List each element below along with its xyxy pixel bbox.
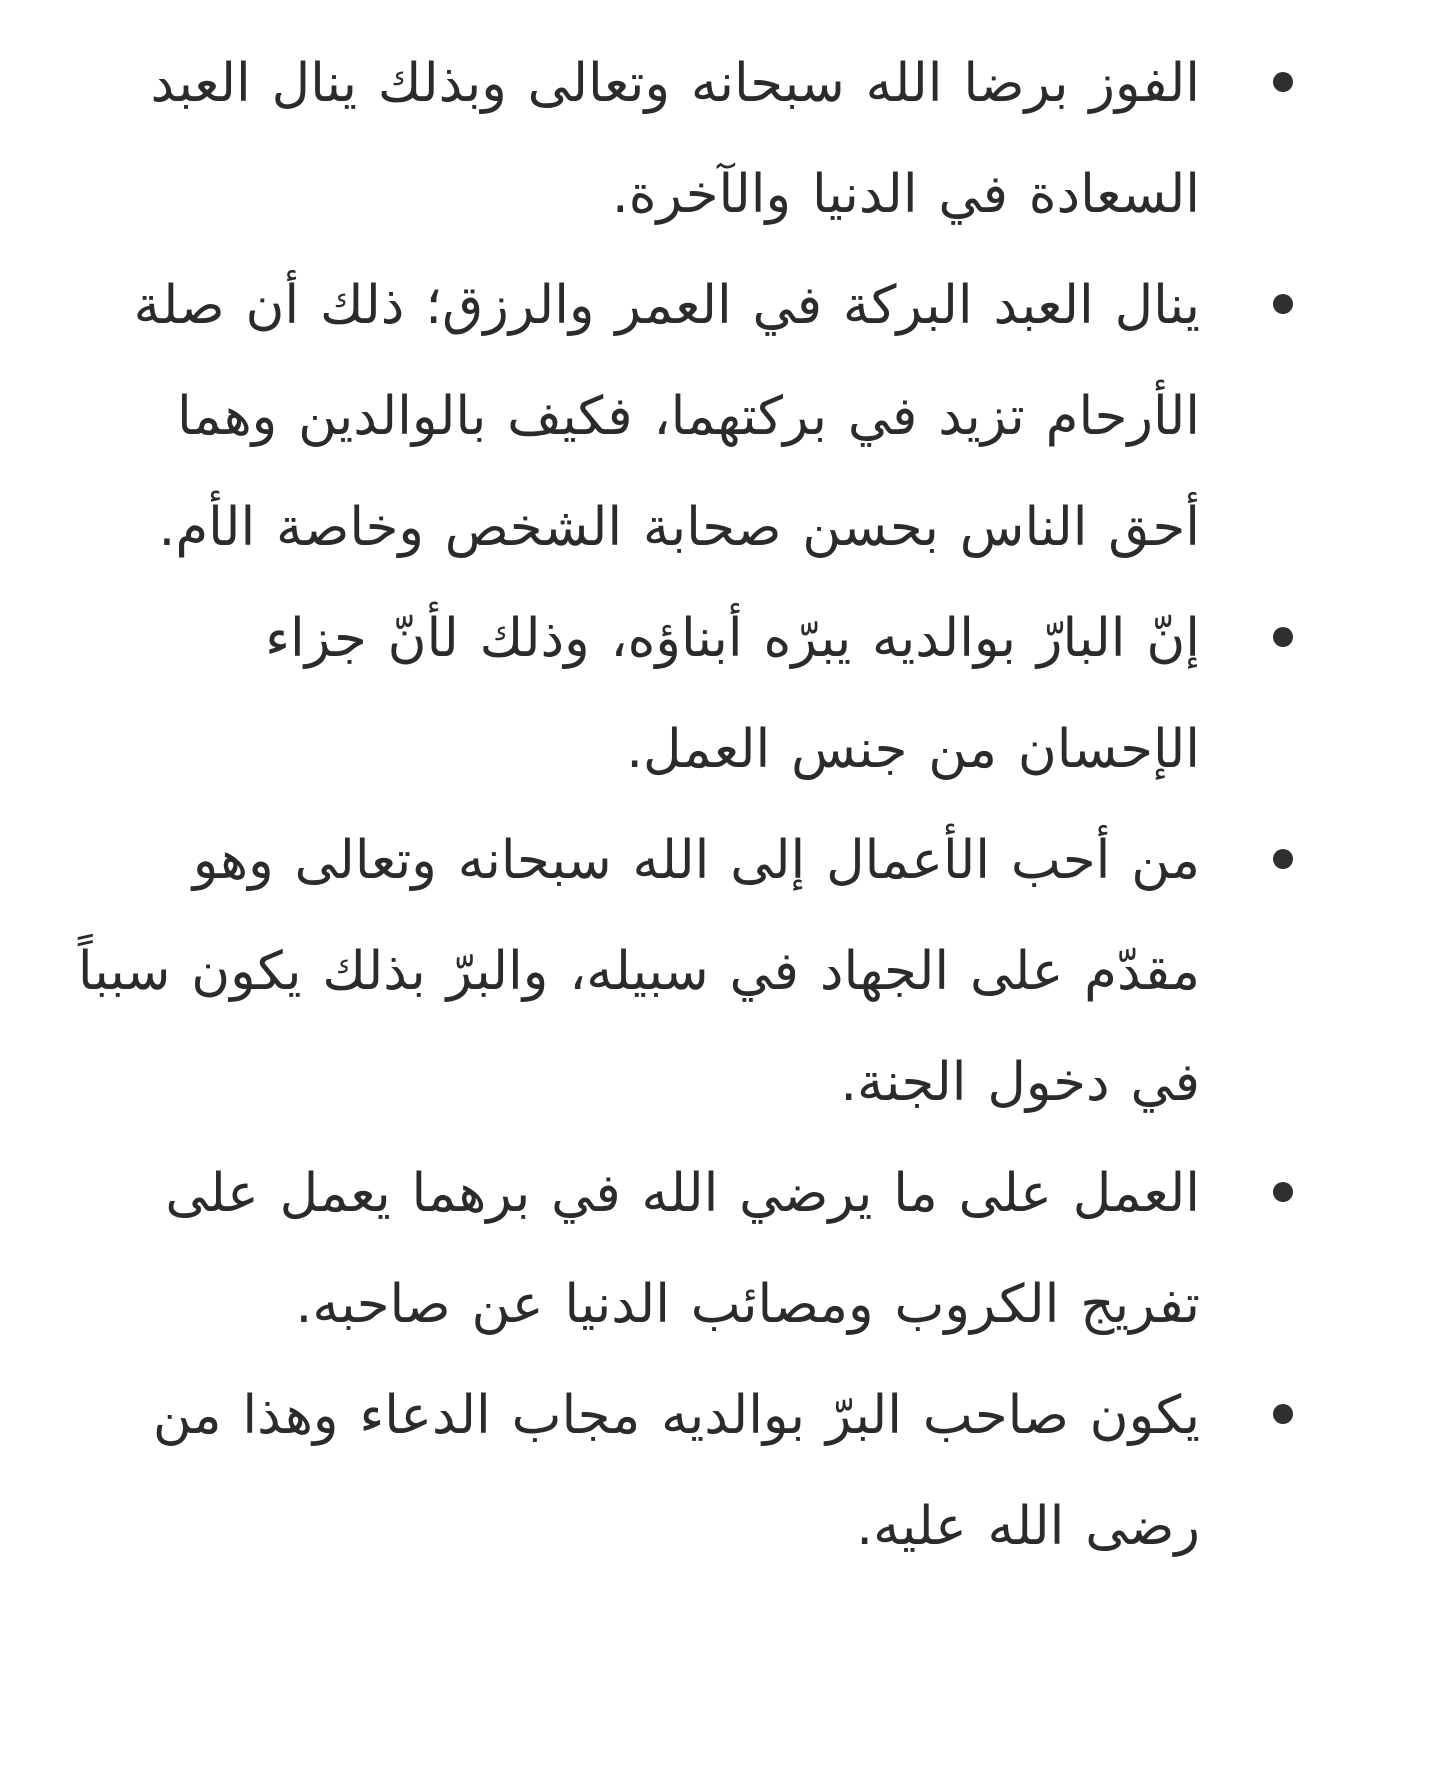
benefits-list xyxy=(70,28,1200,1582)
list-item-text: الفوز برضا الله سبحانه وتعالى وبذلك ينال العبد السعادة في الدنيا والآخرة. xyxy=(150,53,1200,225)
list-item xyxy=(70,1360,1200,1582)
bullet-icon xyxy=(1273,1404,1293,1424)
list-item-text: من أحب الأعمال إلى الله سبحانه وتعالى وهو مقدّم على الجهاد في سبيله، والبرّ بذلك يكون سبباً في دخول الجنة. xyxy=(77,830,1200,1113)
bullet-icon xyxy=(1273,627,1293,647)
list-item xyxy=(70,28,1200,250)
list-item xyxy=(70,583,1200,805)
list-item-text: العمل على ما يرضي الله في برهما يعمل على تفريج الكروب ومصائب الدنيا عن صاحبه. xyxy=(165,1163,1200,1335)
list-item xyxy=(70,1138,1200,1360)
bullet-icon xyxy=(1273,1182,1293,1202)
bullet-icon xyxy=(1273,294,1293,314)
list-item-text: إنّ البارّ بوالديه يبرّه أبناؤه، وذلك لأنّ جزاء الإحسان من جنس العمل. xyxy=(265,608,1200,780)
list-item-text: يكون صاحب البرّ بوالديه مجاب الدعاء وهذا من رضى الله عليه. xyxy=(152,1385,1200,1557)
bullet-icon xyxy=(1273,72,1293,92)
bullet-icon xyxy=(1273,849,1293,869)
list-item xyxy=(70,250,1200,583)
list-item-text: ينال العبد البركة في العمر والرزق؛ ذلك أن صلة الأرحام تزيد في بركتهما، فكيف بالوالدين وهما أحق الناس بحسن صحابة الشخص وخاصة الأم. xyxy=(133,275,1200,558)
list-item xyxy=(70,805,1200,1138)
